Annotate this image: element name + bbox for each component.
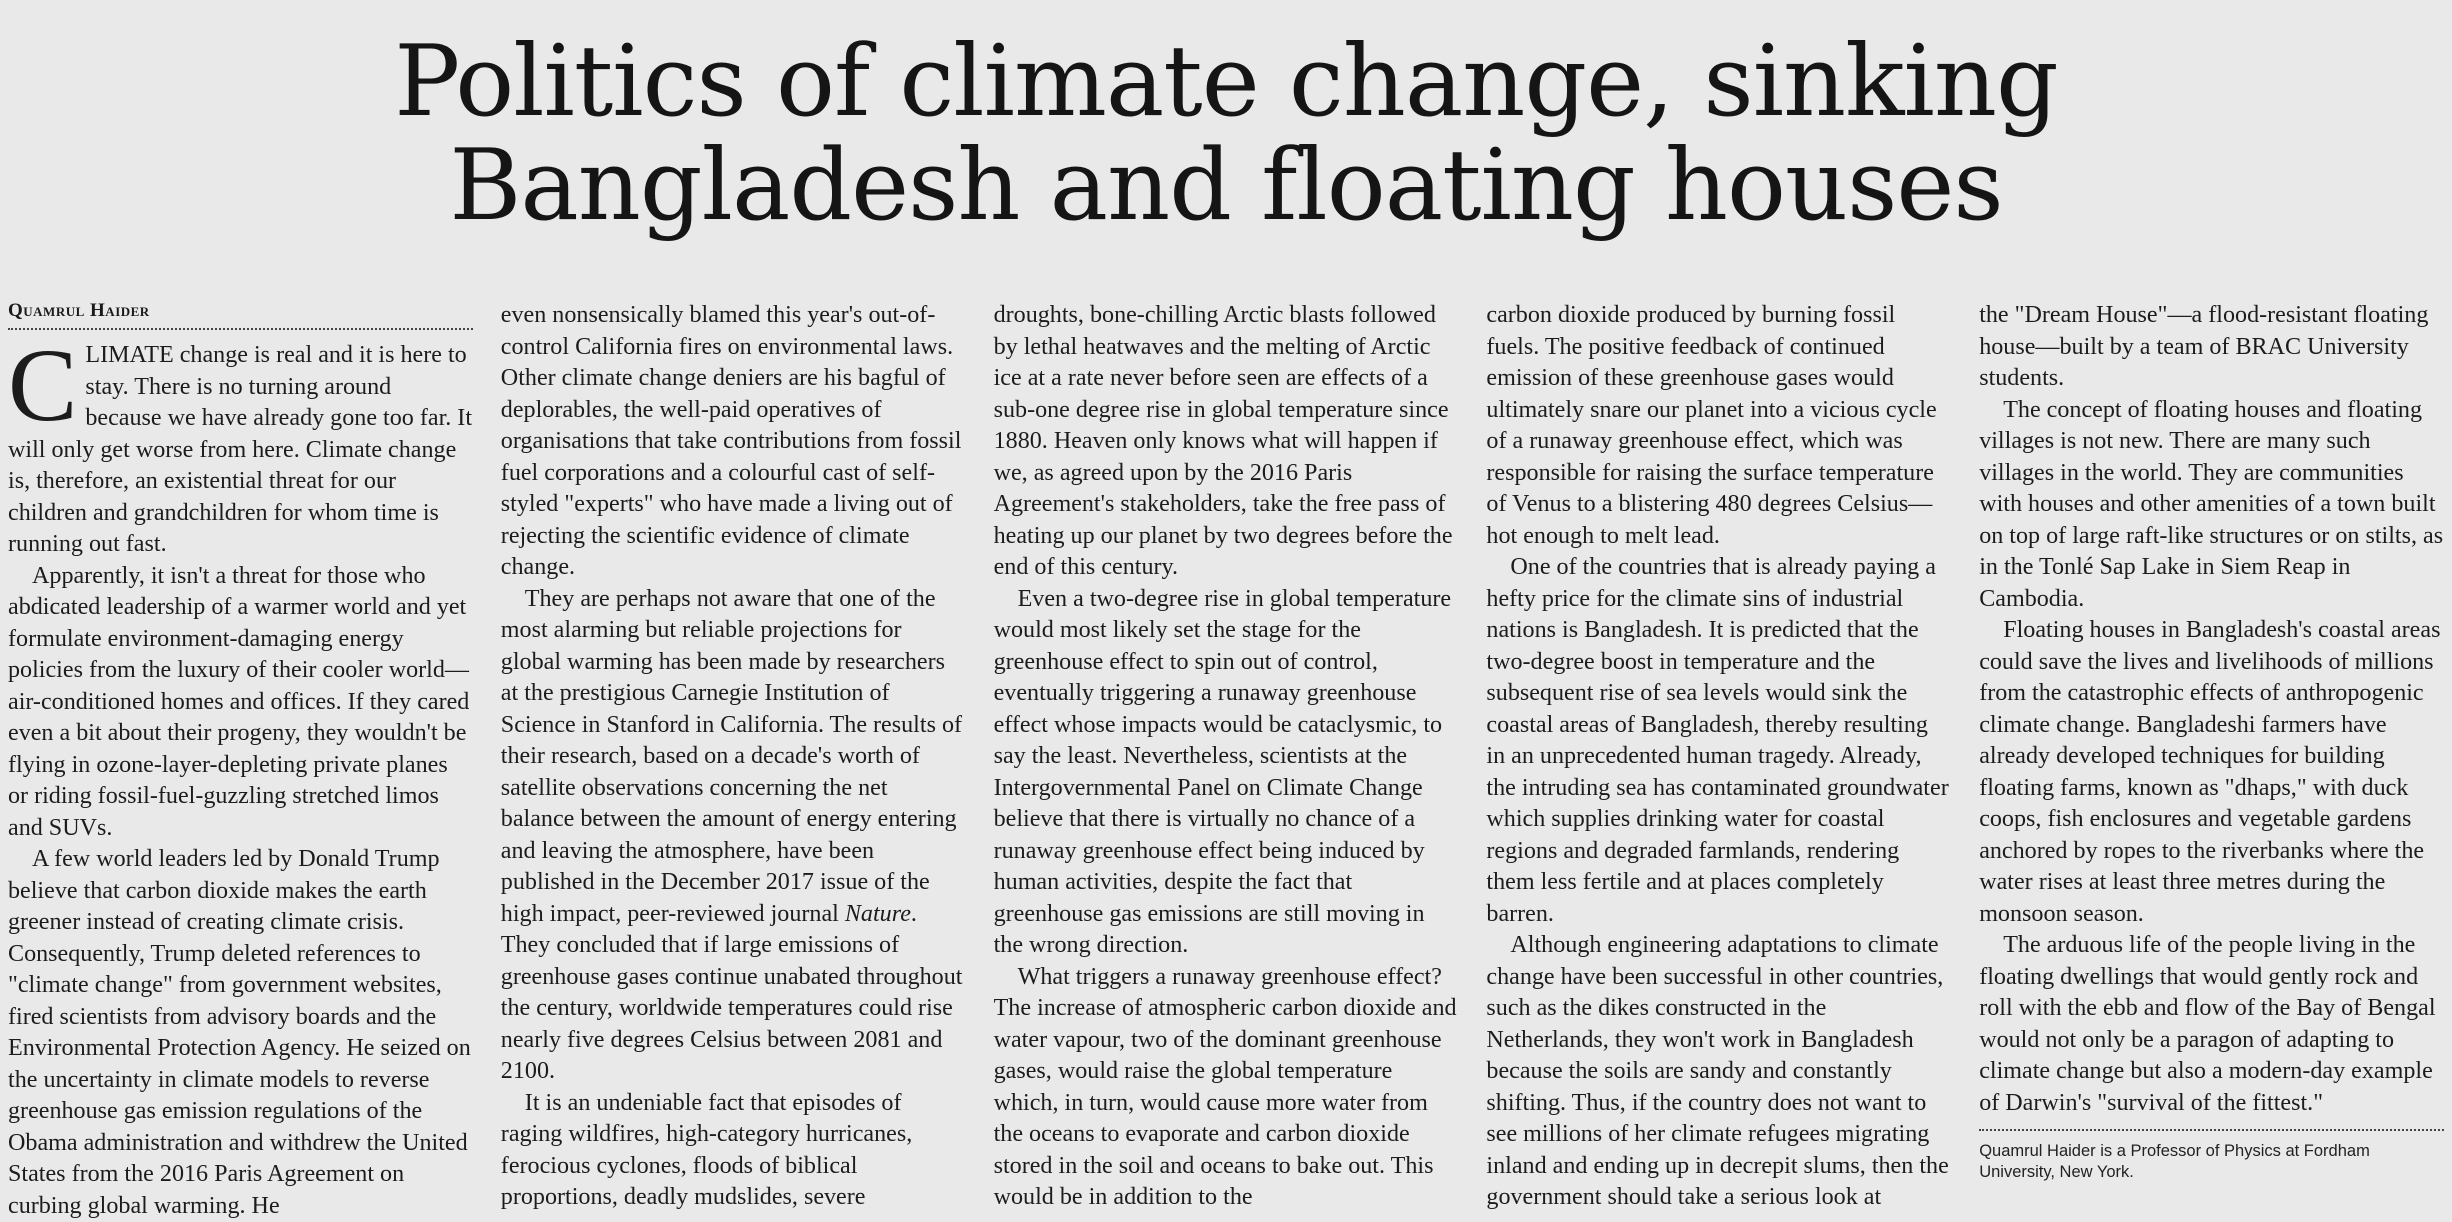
paragraph-text: . They concluded that if large emissions of greenhouse gases continue unabated throughout the century, worldwide temperatures could rise nearly five degrees Celsius between 2081 and 2100. (500, 900, 963, 1084)
column-5 (1979, 300, 2444, 1222)
column-2 (501, 300, 966, 1222)
paragraph: A few world leaders led by Donald Trump believe that carbon dioxide makes the earth greener instead of creating climate crisis. Consequently, Trump deleted references to "climate change" from government websites, fired scientists from advisory boards and the Environmental Protection Agency. He seized on the uncertainty in climate models to reverse greenhouse gas emission regulations of the Obama administration and withdrew the United States from the 2016 Paris Agreement on curbing global warming. He (8, 846, 471, 1219)
author-bio: Quamrul Haider is a Professor of Physics at Fordham University, New York. (1979, 1142, 2370, 1181)
column-1 (8, 300, 473, 1222)
paragraph: the "Dream House"—a flood-resistant floating house—built by a team of BRAC University students. (1979, 302, 2429, 391)
paragraph: One of the countries that is already paying a hefty price for the climate sins of industrial nations is Bangladesh. It is predicted that the two-degree boost in temperature and the subsequent rise of sea levels would sink the coastal areas of Bangladesh, thereby resulting in an unprecedented human tragedy. Already, the intruding sea has contaminated groundwater which supplies drinking water for coastal regions and degraded farmlands, rendering them less fertile and at places completely barren. (1486, 554, 1949, 927)
paragraph-text: They are perhaps not aware that one of the most alarming but reliable projections for global warming has been made by researchers at the prestigious Carnegie Institution of Science in Stanford in California. The results of their research, based on a decade's worth of satellite observations concerning the net balance between the amount of energy entering and leaving the atmosphere, have been published in the December 2017 issue of the high impact, peer-reviewed journal (500, 585, 963, 927)
column-4 (1486, 300, 1951, 1222)
article-columns (8, 300, 2444, 1219)
headline-line-2: Bangladesh and floating houses (449, 129, 2003, 243)
paragraph: Although engineering adaptations to climate change have been successful in other countries, such as the dikes constructed in the Netherlands, they won't work in Bangladesh because the soils are sandy and constantly shifting. Thus, if the country does not want to see millions of her climate refugees migrating inland and ending up in decrepit slums, then the government should take a serious look at (1486, 932, 1949, 1210)
divider (1979, 1129, 2444, 1131)
headline-line-1: Politics of climate change, sinking (394, 25, 2058, 139)
paragraph: Floating houses in Bangladesh's coastal areas could save the lives and livelihoods of millions from the catastrophic effects of anthropogenic climate change. Bangladeshi farmers have already developed techniques for building floating farms, known as "dhaps," with duck coops, fish enclosures and vegetable gardens anchored by ropes to the riverbanks where the water rises at least three metres during the monsoon season. (1979, 617, 2441, 927)
headline (16, 0, 2436, 243)
paragraph-text: LIMATE change is real and it is here to stay. There is no turning around because we have already gone too far. It will only get worse from here. Climate change is, therefore, an existential threat for our children and grandchildren for whom time is running out fast. (8, 342, 473, 557)
paragraph: Apparently, it isn't a threat for those who abdicated leadership of a warmer world and yet formulate environment-damaging energy policies from the luxury of their cooler world—air-conditioned homes and offices. If they cared even a bit about their progeny, they wouldn't be flying in ozone-layer-depleting private planes or riding fossil-fuel-guzzling stretched limos and SUVs. (8, 562, 470, 841)
paragraph: droughts, bone-chilling Arctic blasts followed by lethal heatwaves and the melting of Arctic ice at a rate never before seen are effects of a sub-one degree rise in global temperature since 1880. Heaven only knows what will happen if we, as agreed upon by the 2016 Paris Agreement's stakeholders, take the free pass of heating up our planet by two degrees before the end of this century. (993, 302, 1453, 580)
paragraph: Even a two-degree rise in global temperature would most likely set the stage for the greenhouse effect to spin out of control, eventually triggering a runaway greenhouse effect whose impacts would be cataclysmic, to say the least. Nevertheless, scientists at the Intergovernmental Panel on Climate Change believe that there is virtually no chance of a runaway greenhouse effect being induced by human activities, despite the fact that greenhouse gas emissions are still moving in the wrong direction. (993, 585, 1452, 958)
paragraph: even nonsensically blamed this year's out-of-control California fires on environmental laws. Other climate change deniers are his bagful of deplorables, the well-paid operatives of organisations that take contributions from fossil fuel corporations and a colourful cast of self-styled "experts" who have made a living out of rejecting the scientific evidence of climate change. (500, 302, 962, 580)
paragraph: The concept of floating houses and floating villages is not new. There are many such villages in the world. They are communities with houses and other amenities of a town built on top of large raft-like structures or on stilts, as in the Tonlé Sap Lake in Siem Reap in Cambodia. (1979, 396, 2444, 612)
paragraph (8, 328, 473, 561)
journal-name: Nature (844, 900, 911, 927)
paragraph: What triggers a runaway greenhouse effect? The increase of atmospheric carbon dioxide and water vapour, two of the dominant greenhouse gases, would raise the global temperature which, in turn, would cause more water from the oceans to evaporate and carbon dioxide stored in the soil and oceans to bake out. This would be in addition to the (993, 963, 1457, 1210)
paragraph: The arduous life of the people living in the floating dwellings that would gently rock and roll with the ebb and flow of the Bay of Bengal would not only be a paragon of adapting to climate change but also a modern-day example of Darwin's "survival of the fittest." (1979, 932, 2436, 1116)
paragraph: It is an undeniable fact that episodes of raging wildfires, high-category hurricanes, ferocious cyclones, floods of biblical proportions, deadly mudslides, severe (500, 1089, 913, 1210)
drop-cap: C (8, 328, 78, 443)
column-3 (994, 300, 1459, 1222)
paragraph: carbon dioxide produced by burning fossil fuels. The positive feedback of continued emission of these greenhouse gases would ultimately snare our planet into a vicious cycle of a runaway greenhouse effect, which was responsible for raising the surface temperature of Venus to a blistering 480 degrees Celsius—hot enough to melt lead. (1486, 302, 1937, 549)
paragraph (501, 584, 966, 1088)
byline: Quamrul Haider (8, 300, 473, 330)
